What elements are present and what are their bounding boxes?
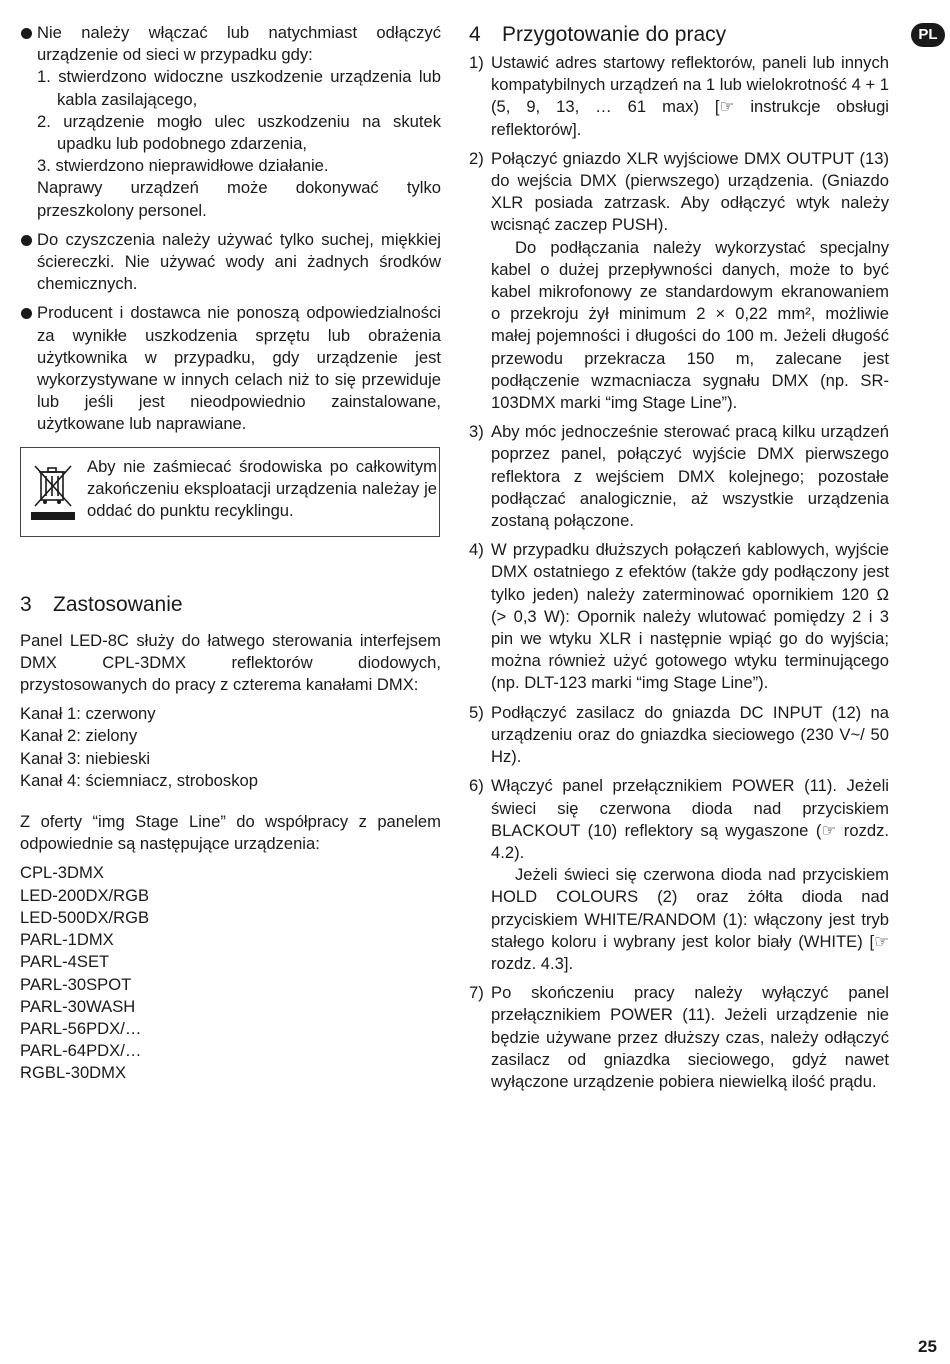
step-number: 7) [469,983,484,1003]
repair-note: Naprawy urządzeń może dokonywać tylko przeszkolony personel. [37,178,441,220]
step-number: 6) [469,776,484,796]
step-text: W przypadku dłuższych połączeń kablowych, wyjście DMX ostatniego z efektów (także gdy podłączony jest tylko jeden) należy zaterminować opornikiem 120 Ω (> 0,3 W): Opornik należy wlutować pomiędzy 2 i 3 pin we wtyku XLR i następnie wpiąć go do wyjścia; można również użyć gotowego wtyku terminującego (np. DLT-123 marki “img Stage Line”). [491,540,889,693]
channel-item: Kanał 4: ściemniacz, stroboskop [20,770,258,790]
left-column [20,22,441,1085]
step-text: Podłączyć zasilacz do gniazda DC INPUT (12) na urządzeniu oraz do gniazdka sieciowego (230 V~/ 50 Hz). [491,702,889,767]
device-item: RGBL-30DMX [20,1063,127,1083]
step-text: Włączyć panel przełącznikiem POWER (11). Jeżeli świeci się czerwona dioda nad przyciskiem BLACKOUT (10) reflektory są wygaszone (☞ rozdz. 4.2). [491,776,889,862]
step-item [469,982,889,1093]
device-item: LED-500DX/RGB [20,907,150,927]
step-item [469,421,889,532]
safety-bullet-cleaning [20,229,441,296]
page-number: 25 [918,1337,937,1356]
section-number: 3 [20,592,32,616]
recycling-text: Aby nie zaśmiecać środowiska po całkowitym zakończeniu eksploatacji urządzenia należay je oddać do punktu recyklingu. [87,456,437,521]
step-item [469,702,889,769]
device-item: CPL-3DMX [20,863,104,883]
bullet-dot-icon [21,235,32,246]
channel-item: Kanał 1: czerwony [20,704,156,724]
step-text: Po skończeniu pracy należy wyłączyć panel przełącznikiem POWER (11). Jeżeli urządzenie nie będzie używane przez dłuższy czas, należy odłączyć zasilacz od gniazdka sieciowego, gdyż nawet wyłączone urządzenie pobiera niewielką ilość prądu. [491,983,889,1091]
cleaning-text: Do czyszczenia należy używać tylko suchej, miękkiej ściereczki. Nie używać wody ani żadnych środków chemicznych. [37,229,441,294]
safety-bullet-liability [20,302,441,435]
crossed-bin-icon [31,462,75,522]
device-item: PARL-64PDX/… [20,1041,142,1061]
bullet-intro: Nie należy włączać lub natychmiast odłączyć urządzenie od sieci w przypadku gdy: [37,23,441,65]
step-text: Połączyć gniazdo XLR wyjściowe DMX OUTPUT (13) do wejścia DMX (pierwszego) urządzenia. (Gniazdo XLR posiada zatrzask. Aby odłączyć wtyk należy wcisnąć zaczep PUSH). [491,148,889,235]
step-item [469,539,889,694]
offer-text: Z oferty “img Stage Line” do współpracy z panelem odpowiednie są następujące urządzenia: [20,812,441,854]
condition-item: 1. stwierdzono widoczne uszkodzenie urządzenia lub kabla zasilającego, [37,67,441,109]
step-number: 3) [469,422,484,442]
device-item: PARL-4SET [20,952,110,972]
safety-bullet-disconnect [20,22,441,222]
step-number: 2) [469,148,484,168]
channel-item: Kanał 3: niebieski [20,748,151,768]
condition-item: 2. urządzenie mogło ulec uszkodzeniu na skutek upadku lub podobnego zdarzenia, [37,111,441,154]
step-item [469,775,889,975]
condition-item: 3. stwierdzono nieprawidłowe działanie. [37,156,329,176]
step-text: Ustawić adres startowy reflektorów, paneli lub innych kompatybilnych urządzeń na 1 lub wielokrotność 4 + 1 (5, 9, 13, … 61 max) [☞ instrukcje obsługi reflektorów]. [491,53,890,139]
recycling-notice-box [20,447,440,537]
step-number: 5) [469,702,484,722]
section-title: Zastosowanie [53,592,183,616]
section-3-intro: Panel LED-8C służy do łatwego sterowania interfejsem DMX CPL-3DMX reflektorów diodowych, przystosowanych do pracy z czterema kanałami DMX: [20,630,441,695]
channel-item: Kanał 2: zielony [20,726,138,746]
step-extra-text: Jeżeli świeci się czerwona dioda nad przyciskiem HOLD COLOURS (2) oraz żółta dioda nad przyciskiem WHITE/RANDOM (1): włączony jest tryb stałego koloru i wybrany jest kolor biały (WHITE) [☞ rozdz. 4.3]. [491,865,889,973]
step-number: 4) [469,540,484,560]
device-item: PARL-56PDX/… [20,1018,142,1038]
section-3-heading [20,592,441,618]
language-badge: PL [911,23,945,47]
step-item [469,148,889,414]
step-extra-text: Do podłączania należy wykorzystać specjalny kabel o dużej przepływności danych, może to być kabel mikrofonowy ze standardowym ekranowaniem o przekroju żył minimum 2 × 0,22 mm², możliwie małej pojemności i długości do 100 m. Jeżeli długość przewodu przekracza 150 m, zalecane jest podłączenie wzmacniacza sygnału DMX (np. SR-103DMX marki “img Stage Line”). [491,237,889,413]
device-item: LED-200DX/RGB [20,885,150,905]
step-item [469,52,889,141]
device-item: PARL-30WASH [20,996,136,1016]
device-item: PARL-30SPOT [20,974,132,994]
right-column [469,22,889,1093]
liability-text: Producent i dostawca nie ponoszą odpowiedzialności za wynikłe uszkodzenia sprzętu lub obrażenia użytkownika w przypadku, gdy urządzenie jest wykorzystywane w innych celach niż to się przewiduje lub jeśli jest nieodpowiednio zainstalowane, użytkowane lub naprawiane. [37,303,441,434]
device-item: PARL-1DMX [20,930,114,950]
section-title: Przygotowanie do pracy [502,23,727,46]
step-text: Aby móc jednocześnie sterować pracą kilku urządzeń poprzez panel, połączyć wyjście DMX pierwszego reflektora z wejściem DMX kolejnego; pozostałe podłączać analogicznie, aż wszystkie urządzenia zostaną połączone. [491,422,889,531]
step-number: 1) [469,53,484,72]
bullet-dot-icon [21,308,32,319]
bullet-dot-icon [21,28,32,39]
channel-list [20,703,441,792]
section-4-heading [469,22,889,48]
section-number: 4 [469,23,481,46]
device-list [20,862,441,1084]
